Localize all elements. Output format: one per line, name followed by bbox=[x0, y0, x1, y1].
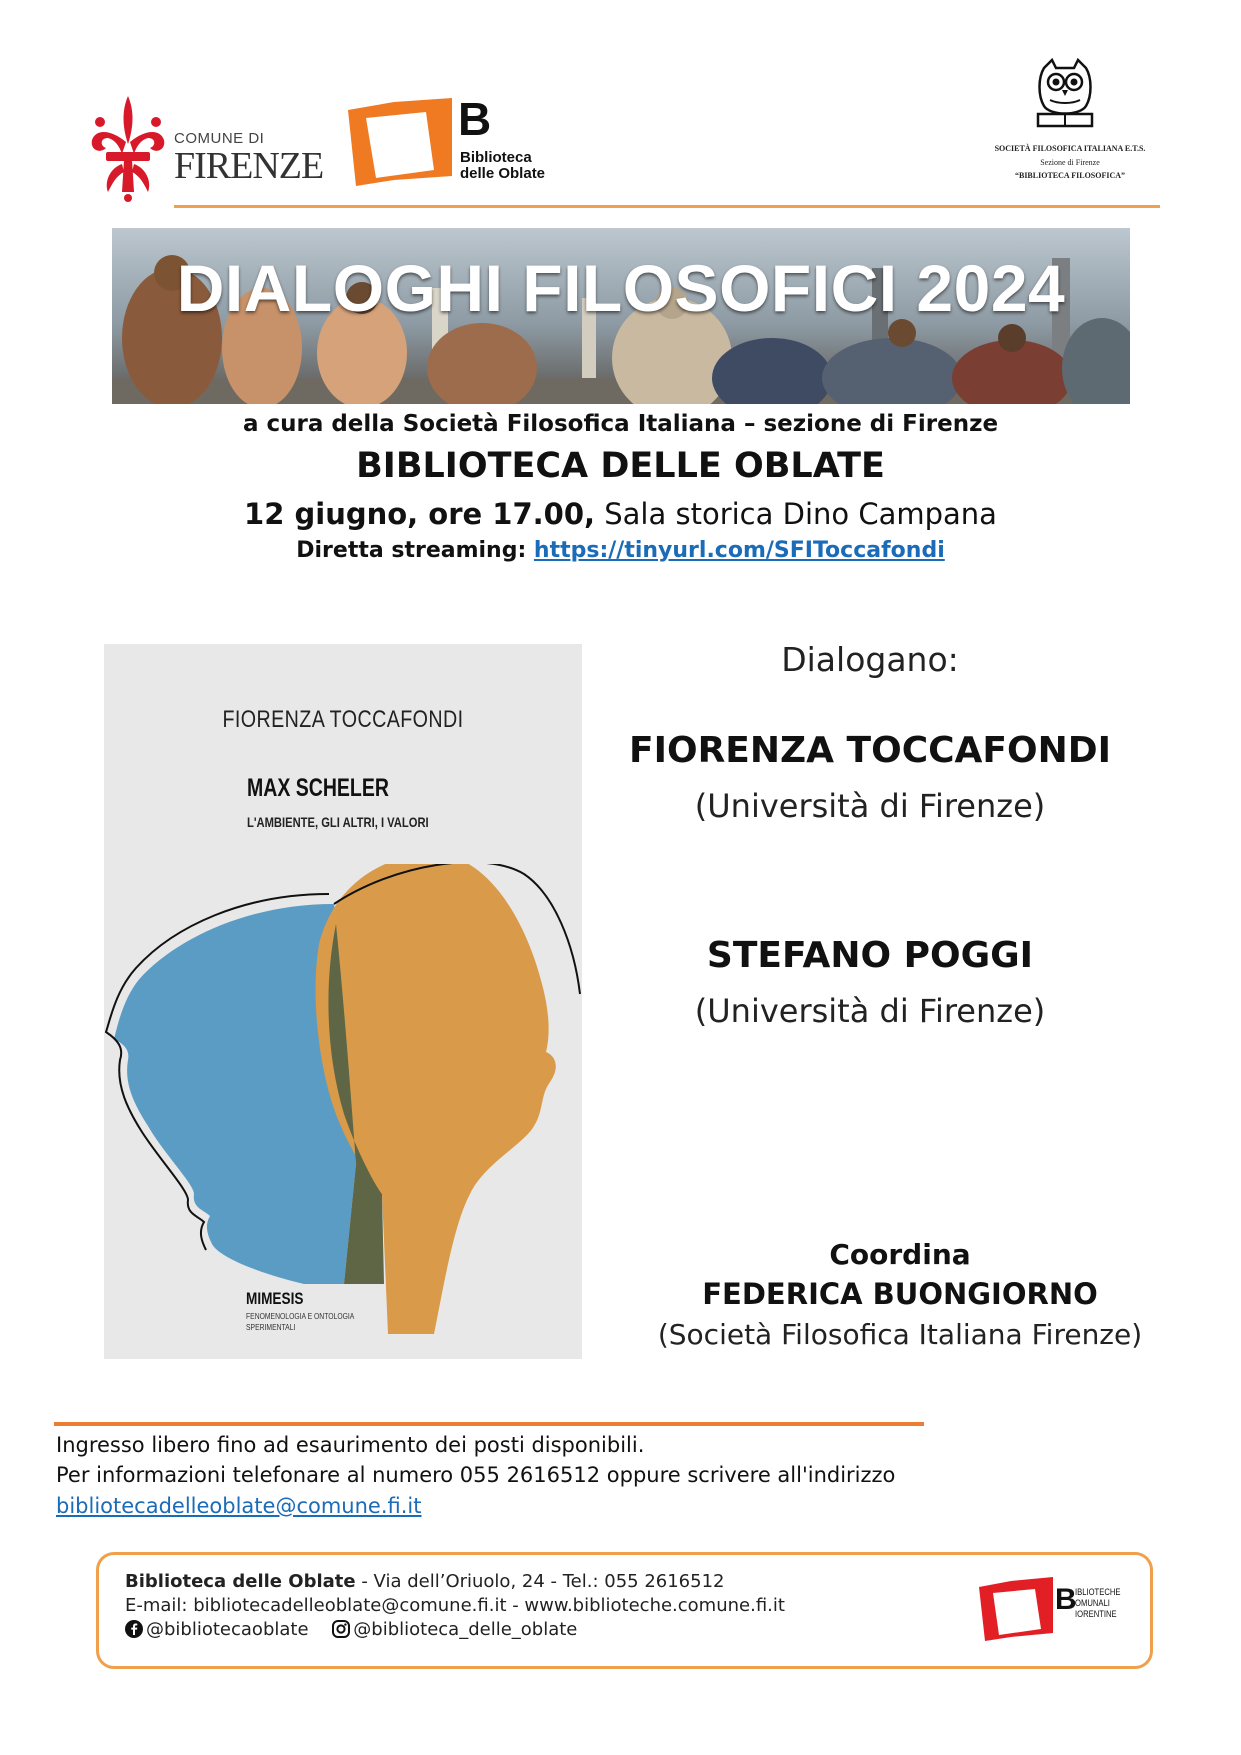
streaming-link[interactable]: https://tinyurl.com/SFIToccafondi bbox=[533, 538, 945, 563]
sfi-logo-line2: Sezione di Firenze bbox=[1040, 158, 1100, 167]
date-line bbox=[0, 497, 1241, 531]
societa-filosofica-logo bbox=[960, 58, 1180, 188]
footer-box bbox=[96, 1552, 1153, 1669]
bcf-logo-letter: B bbox=[1055, 1583, 1077, 1616]
book-cover bbox=[104, 644, 582, 1359]
footer-library-name: Biblioteca delle Oblate bbox=[125, 1571, 356, 1592]
coordinator-name: FEDERICA BUONGIORNO bbox=[702, 1277, 1098, 1311]
florence-lily-icon bbox=[88, 92, 168, 202]
speaker-1-affiliation: (Università di Firenze) bbox=[694, 787, 1046, 825]
streaming-label: Diretta streaming: bbox=[296, 538, 534, 563]
speakers-label: Dialogano: bbox=[781, 640, 959, 679]
curated-by: a cura della Società Filosofica Italiana – sezione di Firenze bbox=[242, 411, 999, 437]
sfi-logo-line1: SOCIETÀ FILOSOFICA ITALIANA E.T.S. bbox=[994, 144, 1146, 153]
bcf-book-mark-icon bbox=[979, 1577, 1054, 1641]
event-date-time: 12 giugno, ore 17.00, bbox=[244, 497, 596, 531]
comune-di-firenze-logo bbox=[88, 92, 324, 202]
bcf-logo-line2: OMUNALI bbox=[1075, 1598, 1110, 1608]
oblate-book-mark-icon bbox=[348, 98, 453, 188]
firenze-logo-small-text: COMUNE DI bbox=[174, 130, 265, 147]
venue-title: BIBLIOTECA DELLE OBLATE bbox=[356, 446, 885, 486]
firenze-logo-big-text: FIRENZE bbox=[174, 145, 324, 187]
facebook-icon bbox=[125, 1620, 143, 1638]
coordinator-affiliation: (Società Filosofica Italiana Firenze) bbox=[657, 1318, 1143, 1351]
footer-instagram-handle[interactable]: @biblioteca_delle_oblate bbox=[353, 1619, 578, 1640]
book-series-line2: SPERIMENTALI bbox=[246, 1323, 296, 1332]
oblate-logo-line2: delle Oblate bbox=[460, 165, 546, 182]
book-series-line1: FENOMENOLOGIA E ONTOLOGIA bbox=[246, 1312, 355, 1321]
speaker-2-affiliation: (Università di Firenze) bbox=[694, 992, 1046, 1030]
coordinator-label: Coordina bbox=[829, 1238, 971, 1271]
header-divider bbox=[174, 205, 1160, 208]
book-subtitle: L'AMBIENTE, GLI ALTRI, I VALORI bbox=[247, 814, 429, 830]
biblioteche-comunali-logo bbox=[979, 1577, 1129, 1647]
info-email-link[interactable]: bibliotecadelleoblate@comune.fi.it bbox=[56, 1494, 422, 1518]
event-room: Sala storica Dino Campana bbox=[595, 497, 997, 531]
sfi-logo-line3: “BIBLIOTECA FILOSOFICA” bbox=[1014, 171, 1126, 180]
two-profiles-illustration bbox=[104, 864, 582, 1334]
footer-facebook-handle[interactable]: @bibliotecaoblate bbox=[146, 1619, 309, 1640]
info-admission: Ingresso libero fino ad esaurimento dei posti disponibili. bbox=[56, 1433, 645, 1457]
info-divider bbox=[54, 1422, 924, 1426]
instagram-icon bbox=[332, 1620, 350, 1638]
footer-social-line bbox=[125, 1619, 577, 1640]
info-contact: Per informazioni telefonare al numero 055 2616512 oppure scrivere all'indirizzo bbox=[56, 1463, 896, 1487]
book-author: FIORENZA TOCCAFONDI bbox=[222, 706, 464, 733]
footer-address-line bbox=[125, 1571, 725, 1592]
footer-instagram bbox=[332, 1619, 577, 1640]
footer-address: - Via dell’Oriuolo, 24 - Tel.: 055 2616512 bbox=[355, 1571, 725, 1592]
bcf-logo-line3: IORENTINE bbox=[1075, 1609, 1117, 1619]
speaker-2-name: STEFANO POGGI bbox=[706, 935, 1034, 976]
banner-title: DIALOGHI FILOSOFICI 2024 bbox=[176, 251, 1066, 325]
biblioteca-oblate-logo bbox=[348, 93, 548, 190]
book-title: MAX SCHELER bbox=[247, 774, 389, 802]
bcf-logo-line1: IBLIOTECHE bbox=[1075, 1587, 1121, 1597]
book-publisher: MIMESIS bbox=[246, 1289, 304, 1308]
streaming-line bbox=[0, 538, 1241, 563]
oblate-logo-line1: Biblioteca bbox=[460, 149, 532, 166]
oblate-logo-letter: B bbox=[458, 93, 492, 145]
owl-icon bbox=[1032, 58, 1098, 130]
speaker-1-name: FIORENZA TOCCAFONDI bbox=[629, 730, 1111, 771]
banner bbox=[112, 228, 1130, 404]
footer-contacts: E-mail: bibliotecadelleoblate@comune.fi.it - www.biblioteche.comune.fi.it bbox=[125, 1595, 785, 1616]
